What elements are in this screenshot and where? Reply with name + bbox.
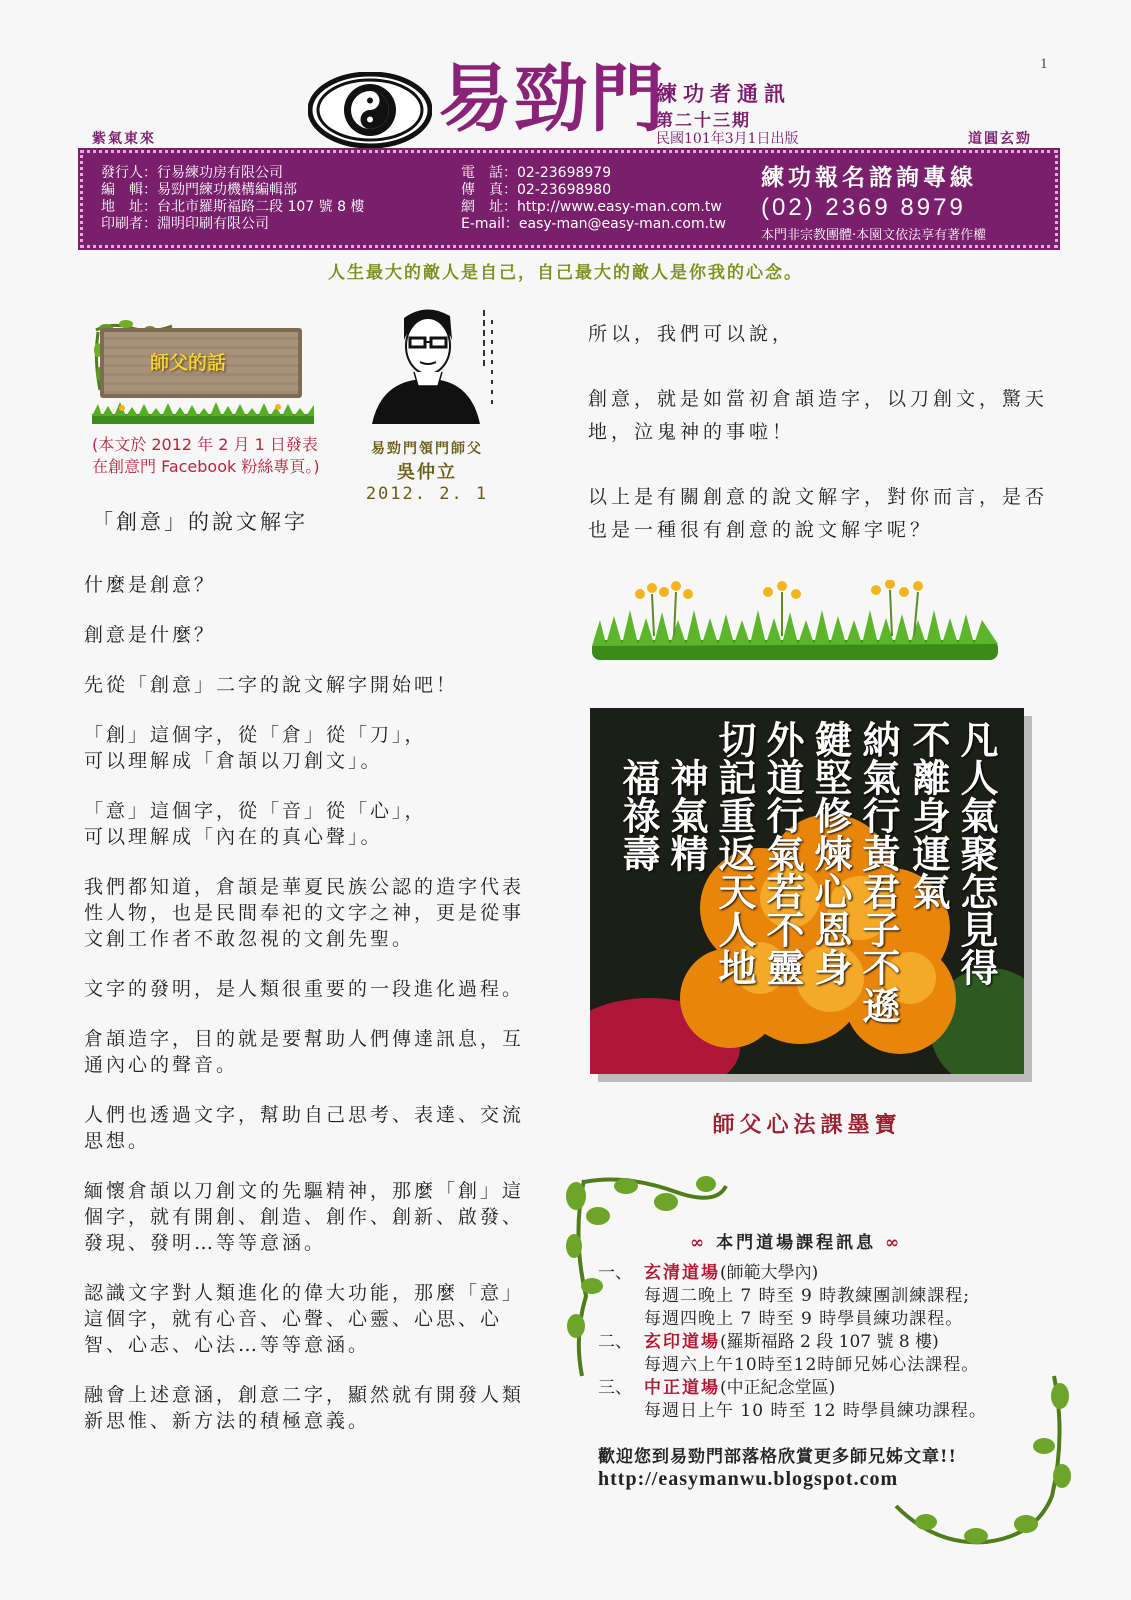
hotline-title: 練功報名諮詢專線: [761, 165, 977, 191]
course-title-text: 本門道場課程訊息: [716, 1233, 877, 1253]
course-schedule: 每週日上午 10 時至 12 時學員練功課程。: [644, 1401, 987, 1421]
info-publisher: 發行人：行易練功房有限公司: [101, 165, 283, 181]
info-editor: 編 輯：易勁門練功機構編輯部: [101, 182, 297, 198]
master-title: 易勁門領門師父: [371, 441, 483, 457]
article-paragraph: 我們都知道，倉頡是華夏民族公認的造字代表性人物，也是民間奉祀的文字之神，更是從事文創工作者不敢忽視的文創先聖。: [84, 876, 525, 950]
info-website[interactable]: 網 址：http://www.easy-man.com.tw: [461, 199, 722, 215]
conclusion-paragraph: 以上是有關創意的說文解字，對你而言，是否也是一種很有創意的說文解字呢？: [588, 486, 1049, 541]
course-item: [598, 1262, 1058, 1331]
info-email[interactable]: E-mail：easy-man@easy-man.com.tw: [461, 216, 726, 232]
course-item: [598, 1331, 1058, 1377]
article-title: 「創意」的說文解字: [92, 510, 308, 534]
calligraphy-column: 納氣行黃君子不遜: [856, 720, 901, 1024]
hotline-phone: (02) 2369 8979: [761, 194, 966, 221]
article-paragraph: 緬懷倉頡以刀創文的先驅精神，那麼「創」這個字，就有開創、創造、創作、創新、啟發、發現、發明…等等意涵。: [84, 1180, 525, 1254]
article-body: [84, 572, 544, 1458]
article-paragraph: 認識文字對人類進化的偉大功能，那麼「意」這個字，就有心音、心聲、心靈、心思、心智、心志、心法…等等意涵。: [84, 1282, 525, 1356]
article-conclusion: [588, 318, 1058, 579]
course-venue: 玄印道場: [644, 1332, 720, 1352]
calligraphy-column: 不離身運氣: [906, 720, 951, 910]
calligraphy-column: 切記重返天人地: [712, 720, 757, 986]
wooden-sign: [92, 320, 314, 424]
article-paragraph: 什麼是創意？: [84, 574, 217, 596]
master-name: 吳仲立: [397, 462, 457, 483]
course-number: 三、: [598, 1378, 632, 1398]
calligraphy-column: 福祿壽: [616, 758, 661, 872]
master-date: 2012. 2. 1: [365, 484, 489, 504]
publication-note: (本文於 2012 年 2 月 1 日發表在創意門 Facebook 粉絲專頁。): [92, 435, 320, 476]
info-address: 地 址：台北市羅斯福路二段 107 號 8 樓: [101, 199, 365, 215]
brand-name: 易勁門: [438, 56, 666, 142]
course-location: (師範大學內): [720, 1263, 819, 1283]
issue-number: 第二十三期: [656, 111, 751, 131]
sign-label: 師父的話: [150, 352, 227, 374]
taiji-logo-icon: [308, 72, 432, 148]
calligraphy-image: [590, 708, 1024, 1074]
contact-details: [461, 165, 751, 233]
calligraphy-caption: 師父心法課墨寶: [712, 1112, 902, 1138]
copyright-note: 本門非宗教團體‧本園文依法享有著作權: [761, 228, 987, 243]
course-venue: 玄清道場: [644, 1263, 720, 1283]
course-schedule: 每週二晚上 7 時至 9 時教練團訓練課程;: [644, 1286, 970, 1306]
course-list: [598, 1262, 1058, 1423]
article-paragraph: 人們也透過文字，幫助自己思考、表達、交流思想。: [84, 1104, 525, 1152]
info-phone: 電 話：02-23698979: [461, 165, 612, 181]
article-paragraph: 「創」這個字，從「倉」從「刀」， 可以理解成「倉頡以刀創文」。: [84, 724, 427, 772]
blog-message: 歡迎您到易勁門部落格欣賞更多師兄姊文章!!: [598, 1447, 957, 1467]
article-paragraph: 創意是什麼？: [84, 624, 217, 646]
blog-link[interactable]: http://easymanwu.blogspot.com: [598, 1468, 899, 1490]
course-schedule: 每週四晚上 7 時至 9 時學員練功課程。: [644, 1309, 964, 1329]
page-number: 1: [1040, 56, 1048, 72]
course-schedule: 每週六上午10時至12時師兄姊心法課程。: [644, 1355, 980, 1375]
course-number: 二、: [598, 1332, 632, 1352]
publisher-details: [101, 165, 461, 233]
course-section-title: [690, 1228, 902, 1253]
conclusion-paragraph: 創意，就是如當初倉頡造字，以刀創文，驚天地，泣鬼神的事啦！: [588, 388, 1049, 443]
conclusion-paragraph: 所以，我們可以說，: [588, 323, 796, 345]
calligraphy-column: 凡人氣聚怎見得: [954, 720, 999, 986]
info-printer: 印刷者：淵明印刷有限公司: [101, 216, 269, 232]
info-fax: 傳 真：02-23698980: [461, 182, 612, 198]
course-location: (中正紀念堂區): [720, 1378, 836, 1398]
publication-date: 民國101年3月1日出版: [656, 131, 799, 147]
article-paragraph: 倉頡造字，目的就是要幫助人們傳達訊息，互通內心的聲音。: [84, 1028, 525, 1076]
ornament-right-icon: ∞: [885, 1233, 903, 1253]
motto-quote: 人生最大的敵人是自己，自己最大的敵人是你我的心念。: [328, 263, 803, 283]
course-item: [598, 1377, 1058, 1423]
motto-left: 紫氣東來: [92, 131, 156, 147]
article-paragraph: 文字的發明，是人類很重要的一段進化過程。: [84, 978, 525, 1000]
course-venue: 中正道場: [644, 1378, 720, 1398]
calligraphy-column: 神氣精: [664, 758, 709, 872]
flower-grass-divider-icon: [592, 580, 998, 670]
calligraphy-column: 外道行氣若不靈: [760, 720, 805, 986]
newsletter-subtitle: 練功者通訊: [656, 81, 791, 106]
article-paragraph: 先從「創意」二字的說文解字開始吧！: [84, 674, 459, 696]
publisher-info-bar: [80, 150, 1058, 248]
article-paragraph: 融會上述意涵，創意二字，顯然就有開發人類新思惟、新方法的積極意義。: [84, 1384, 525, 1432]
motto-right: 道圓玄勁: [968, 131, 1032, 147]
course-location: (羅斯福路 2 段 107 號 8 樓): [720, 1332, 939, 1352]
ornament-left-icon: ∞: [690, 1233, 708, 1253]
hotline-box: [761, 159, 1053, 243]
calligraphy-column: 鍵堅修煉心恩身: [808, 720, 853, 986]
course-number: 一、: [598, 1263, 632, 1283]
grass-icon: [92, 402, 314, 424]
master-portrait-sketch: [352, 300, 502, 424]
article-paragraph: 「意」這個字，從「音」從「心」， 可以理解成「內在的真心聲」。: [84, 800, 427, 848]
